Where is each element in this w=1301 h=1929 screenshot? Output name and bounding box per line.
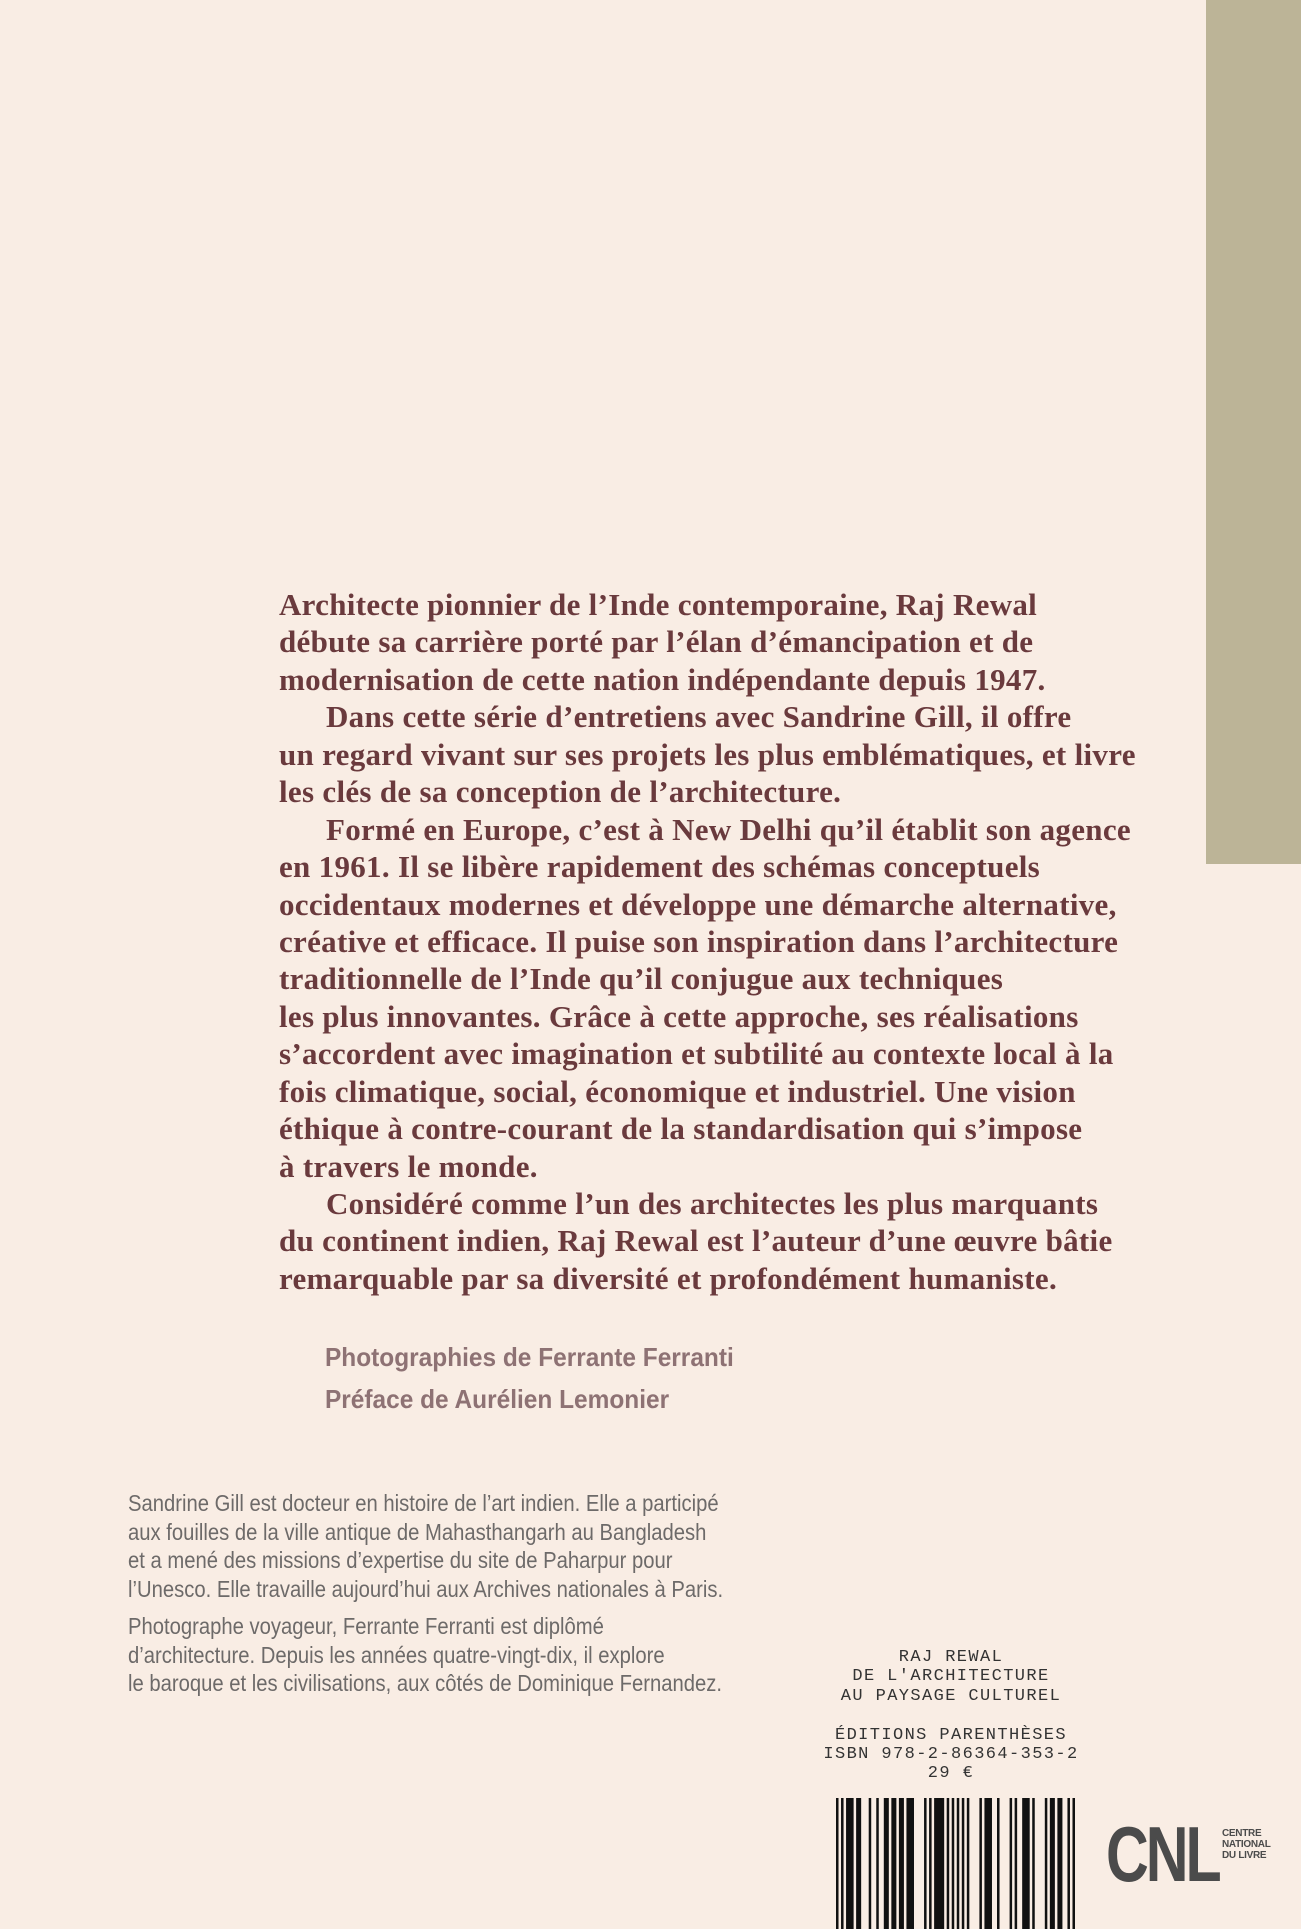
blurb-line: Formé en Europe, c’est à New Delhi qu’il établit son agence bbox=[326, 811, 1131, 847]
book-title-line: AU PAYSAGE CULTUREL bbox=[840, 1686, 1062, 1706]
barcode-bar bbox=[836, 1798, 839, 1929]
blurb-line: Dans cette série d’entretiens avec Sandrine Gill, il offre bbox=[326, 699, 1072, 735]
color-band bbox=[1206, 0, 1301, 864]
bio-line: l’Unesco. Elle travaille aujourd’hui aux Archives nationales à Paris. bbox=[128, 1576, 724, 1603]
barcode-bar bbox=[1045, 1798, 1048, 1929]
barcode-bar bbox=[899, 1798, 904, 1929]
blurb-line: traditionnelle de l’Inde qu’il conjugue aux techniques bbox=[279, 961, 1004, 997]
bio-line: Photographe voyageur, Ferrante Ferranti est diplômé bbox=[128, 1613, 604, 1639]
imprint-spacer bbox=[811, 1706, 1091, 1725]
barcode-bar bbox=[1072, 1798, 1075, 1929]
barcode-bar bbox=[1050, 1798, 1055, 1929]
photographer-bio bbox=[128, 1612, 722, 1698]
bio-line: et a mené des missions d’expertise du site de Paharpur pour bbox=[128, 1547, 673, 1574]
barcode-bar bbox=[967, 1798, 970, 1929]
barcode-bar bbox=[979, 1798, 982, 1929]
cnl-logo: CNL bbox=[1106, 1810, 1219, 1898]
barcode-bar bbox=[934, 1798, 944, 1929]
barcode-bar bbox=[906, 1798, 914, 1929]
blurb-line: fois climatique, social, économique et industriel. Une vision bbox=[279, 1073, 1076, 1109]
author-bio bbox=[128, 1489, 723, 1604]
blurb-line: remarquable par sa diversité et profondément humaniste. bbox=[279, 1260, 1057, 1296]
blurb-line: en 1961. Il se libère rapidement des schémas conceptuels bbox=[279, 849, 1041, 885]
bio-line: le baroque et les civilisations, aux côtés de Dominique Fernandez. bbox=[128, 1670, 723, 1697]
logo-caption-line: NATIONAL bbox=[1222, 1839, 1271, 1850]
blurb-line: créative et efficace. Il puise son inspiration dans l’architecture bbox=[279, 923, 1119, 959]
barcode-bar bbox=[1057, 1798, 1062, 1929]
barcode-bar bbox=[869, 1798, 872, 1929]
blurb-line: Architecte pionnier de l’Inde contemporaine, Raj Rewal bbox=[279, 587, 1038, 622]
barcode-bar bbox=[984, 1798, 992, 1929]
logo-caption-line: CENTRE bbox=[1222, 1828, 1262, 1839]
bio-line: Sandrine Gill est docteur en histoire de l’art indien. Elle a participé bbox=[128, 1490, 719, 1516]
preface-credit: Préface de Aurélien Lemonier bbox=[325, 1384, 670, 1414]
cnl-logo-caption bbox=[1222, 1828, 1271, 1861]
logo-caption-line: DU LIVRE bbox=[1222, 1850, 1267, 1861]
barcode-bar bbox=[1032, 1798, 1035, 1929]
blurb-line: du continent indien, Raj Rewal est l’auteur d’une œuvre bâtie bbox=[279, 1223, 1113, 1259]
bio-line: aux fouilles de la ville antique de Mahasthangarh au Bangladesh bbox=[128, 1518, 707, 1545]
barcode-bar bbox=[841, 1798, 844, 1929]
blurb-line: à travers le monde. bbox=[279, 1148, 538, 1184]
blurb-line: les plus innovantes. Grâce à cette approche, ses réalisations bbox=[279, 998, 1079, 1034]
barcode-bar bbox=[884, 1798, 889, 1929]
blurb-line: occidentaux modernes et développe une démarche alternative, bbox=[279, 886, 1117, 922]
publisher-name: ÉDITIONS PARENTHÈSES bbox=[834, 1725, 1068, 1745]
blurb-paragraph bbox=[279, 586, 1136, 698]
barcode-bar bbox=[1022, 1798, 1030, 1929]
barcode-bar bbox=[1010, 1798, 1013, 1929]
price: 29 € bbox=[927, 1764, 975, 1784]
bio-line: d’architecture. Depuis les années quatre-vingt-dix, il explore bbox=[128, 1641, 665, 1668]
blurb-line: les clés de sa conception de l’architecture. bbox=[279, 774, 842, 810]
barcode-bar bbox=[947, 1798, 950, 1929]
blurb-line: s’accordent avec imagination et subtilité au contexte local à la bbox=[279, 1036, 1114, 1072]
barcode-bar bbox=[929, 1798, 932, 1929]
blurb-paragraph bbox=[279, 811, 1136, 1185]
book-title-line: DE L'ARCHITECTURE bbox=[852, 1667, 1050, 1687]
blurb-line: éthique à contre-courant de la standardisation qui s’impose bbox=[279, 1111, 1083, 1147]
blurb-line: modernisation de cette nation indépendante depuis 1947. bbox=[279, 661, 1046, 697]
imprint bbox=[811, 1648, 1091, 1784]
credits bbox=[325, 1336, 734, 1420]
barcode-bar bbox=[876, 1798, 879, 1929]
barcode-bar bbox=[962, 1798, 965, 1929]
photographs-credit: Photographies de Ferrante Ferranti bbox=[325, 1342, 734, 1372]
blurb-paragraph bbox=[279, 1185, 1136, 1297]
barcode-bar bbox=[997, 1798, 1000, 1929]
barcode-bar bbox=[846, 1798, 854, 1929]
barcode-bar bbox=[952, 1798, 955, 1929]
barcode-bar bbox=[1067, 1798, 1070, 1929]
isbn-number: ISBN 978-2-86364-353-2 bbox=[823, 1744, 1079, 1764]
blurb-paragraph bbox=[279, 698, 1136, 810]
blurb bbox=[279, 586, 1136, 1297]
blurb-line: un regard vivant sur ses projets les plus emblématiques, et livre bbox=[279, 736, 1136, 772]
book-title-line: RAJ REWAL bbox=[898, 1648, 1004, 1667]
barcode-bar bbox=[856, 1798, 861, 1929]
barcode-bar bbox=[957, 1798, 960, 1929]
barcode-bar bbox=[1015, 1798, 1018, 1929]
blurb-line: débute sa carrière porté par l’élan d’émancipation et de bbox=[279, 624, 1034, 660]
barcode-bar bbox=[891, 1798, 896, 1929]
barcode-icon bbox=[836, 1798, 1075, 1929]
barcode-bar bbox=[924, 1798, 927, 1929]
blurb-line: Considéré comme l’un des architectes les plus marquants bbox=[326, 1186, 1099, 1221]
